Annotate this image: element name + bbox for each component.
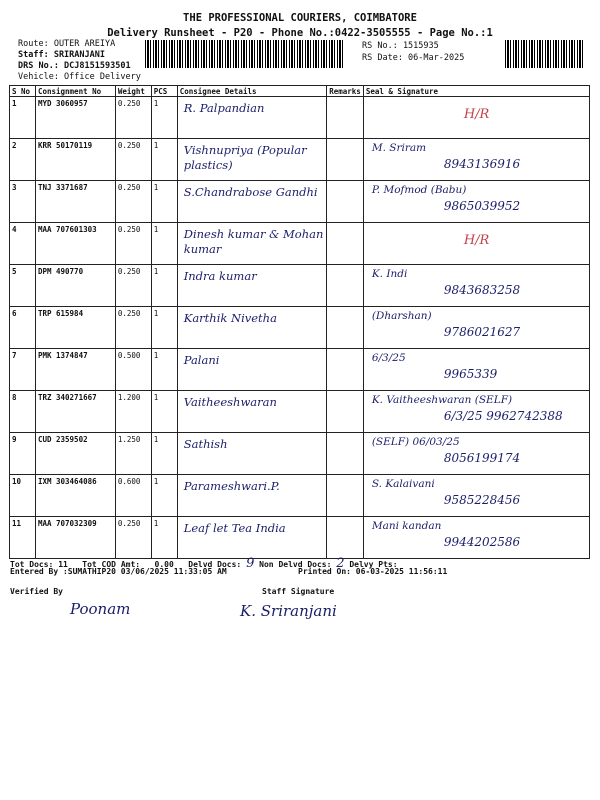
row-remarks xyxy=(327,475,364,517)
verified-signature: Poonam xyxy=(70,600,131,618)
barcode-right xyxy=(505,40,585,68)
signature-phone: 9585228456 xyxy=(443,493,521,507)
staff-signature: K. Sriranjani xyxy=(240,602,337,620)
row-sno: 10 xyxy=(10,475,36,517)
col-consignment: Consignment No xyxy=(35,86,115,97)
row-seal-signature xyxy=(363,433,589,475)
consignee-handwriting: Palani xyxy=(183,353,220,367)
table-row xyxy=(10,391,590,433)
row-pcs: 1 xyxy=(151,223,177,265)
row-sno: 8 xyxy=(10,391,36,433)
row-consignment-no: KRR 50170119 xyxy=(35,139,115,181)
row-sno: 11 xyxy=(10,517,36,559)
row-consignment-no: DPM 490770 xyxy=(35,265,115,307)
rs-no: RS No.: 1515935 xyxy=(362,41,439,51)
tot-cod-label: Tot COD Amt: xyxy=(82,560,141,569)
row-sno: 6 xyxy=(10,307,36,349)
row-remarks xyxy=(327,349,364,391)
row-remarks xyxy=(327,433,364,475)
consignee-handwriting: Vishnupriya (Popular plastics) xyxy=(183,143,307,172)
col-consignee: Consignee Details xyxy=(177,86,326,97)
row-consignee xyxy=(177,223,326,265)
row-remarks xyxy=(327,265,364,307)
row-weight: 0.250 xyxy=(115,181,151,223)
signature-name: S. Kalaivani xyxy=(371,478,435,490)
row-consignment-no: MYD 3060957 xyxy=(35,97,115,139)
signature-name: (SELF) 06/03/25 xyxy=(371,436,460,448)
table-row xyxy=(10,307,590,349)
row-weight: 0.250 xyxy=(115,307,151,349)
rs-date: RS Date: 06-Mar-2025 xyxy=(362,53,465,63)
row-pcs: 1 xyxy=(151,181,177,223)
consignee-handwriting: S.Chandrabose Gandhi xyxy=(183,185,318,199)
row-pcs: 1 xyxy=(151,433,177,475)
signature-name: K. Indi xyxy=(371,268,408,280)
row-pcs: 1 xyxy=(151,391,177,433)
tot-docs: 11 xyxy=(58,560,68,569)
signature-phone: 9843683258 xyxy=(443,283,521,297)
non-delvd-label: Non Delvd Docs: xyxy=(259,560,332,569)
row-weight: 1.250 xyxy=(115,433,151,475)
staff: Staff: SRIRANJANI xyxy=(18,50,105,60)
row-weight: 0.250 xyxy=(115,265,151,307)
consignee-handwriting: Parameshwari.P. xyxy=(183,479,280,493)
signature-phone: 9944202586 xyxy=(443,535,521,549)
signature-name: Mani kandan xyxy=(371,520,442,532)
row-pcs: 1 xyxy=(151,475,177,517)
runsheet-table xyxy=(9,85,590,559)
row-remarks xyxy=(327,517,364,559)
row-sno: 4 xyxy=(10,223,36,265)
col-weight: Weight xyxy=(115,86,151,97)
row-seal-signature xyxy=(363,307,589,349)
row-weight: 0.250 xyxy=(115,517,151,559)
table-row xyxy=(10,97,590,139)
row-remarks xyxy=(327,97,364,139)
row-seal-signature xyxy=(363,97,589,139)
row-consignment-no: TRP 615984 xyxy=(35,307,115,349)
route: Route: OUTER AREIYA xyxy=(18,39,116,49)
row-consignee xyxy=(177,349,326,391)
col-sno: S No xyxy=(10,86,36,97)
row-remarks xyxy=(327,181,364,223)
row-seal-signature xyxy=(363,391,589,433)
printed-on: Printed On: 06-03-2025 11:56:11 xyxy=(298,567,448,576)
signature-phone: 9786021627 xyxy=(443,325,521,339)
signature-name: K. Vaitheeshwaran (SELF) xyxy=(371,394,513,406)
vehicle: Vehicle: Office Delivery xyxy=(18,72,141,82)
row-pcs: 1 xyxy=(151,139,177,181)
signature-phone: 9965339 xyxy=(443,367,498,381)
table-row xyxy=(10,223,590,265)
non-delvd-count: 2 xyxy=(336,556,345,571)
consignee-handwriting: Sathish xyxy=(183,437,228,451)
row-seal-signature xyxy=(363,181,589,223)
row-consignee xyxy=(177,517,326,559)
row-remarks xyxy=(327,307,364,349)
consignee-handwriting: Leaf let Tea India xyxy=(183,521,286,535)
table-row xyxy=(10,517,590,559)
barcode-left xyxy=(145,40,345,68)
row-sno: 5 xyxy=(10,265,36,307)
tot-cod: 0.00 xyxy=(154,560,174,569)
row-consignment-no: TNJ 3371687 xyxy=(35,181,115,223)
row-consignee xyxy=(177,97,326,139)
row-pcs: 1 xyxy=(151,307,177,349)
delvd-label: Delvd Docs: xyxy=(188,560,242,569)
runsheet-subtitle: Delivery Runsheet - P20 - Phone No.:0422-3505555 - Page No.:1 xyxy=(107,27,493,39)
row-consignment-no: MAA 707601303 xyxy=(35,223,115,265)
staff-signature-label: Staff Signature xyxy=(262,587,335,596)
table-row xyxy=(10,139,590,181)
row-consignment-no: TRZ 340271667 xyxy=(35,391,115,433)
consignee-handwriting: R. Palpandian xyxy=(183,101,265,115)
row-remarks xyxy=(327,139,364,181)
consignee-handwriting: Karthik Nivetha xyxy=(183,311,277,325)
row-pcs: 1 xyxy=(151,517,177,559)
table-row xyxy=(10,475,590,517)
row-weight: 0.250 xyxy=(115,223,151,265)
consignee-handwriting: Indra kumar xyxy=(183,269,257,283)
delvd-count: 9 xyxy=(246,556,255,571)
table-header-row xyxy=(10,86,590,97)
row-consignee xyxy=(177,265,326,307)
row-consignee xyxy=(177,181,326,223)
table-row xyxy=(10,433,590,475)
row-consignee xyxy=(177,433,326,475)
signature-name: M. Sriram xyxy=(371,142,427,154)
row-sno: 7 xyxy=(10,349,36,391)
row-seal-signature xyxy=(363,139,589,181)
signature-phone: 8056199174 xyxy=(443,451,521,465)
row-weight: 0.500 xyxy=(115,349,151,391)
row-sno: 9 xyxy=(10,433,36,475)
seal-mark: H/R xyxy=(463,233,490,248)
signature-phone: 8943136916 xyxy=(443,157,521,171)
row-consignee xyxy=(177,475,326,517)
signature-name: P. Mofmod (Babu) xyxy=(371,184,467,196)
row-pcs: 1 xyxy=(151,97,177,139)
row-seal-signature xyxy=(363,517,589,559)
drs-no: DRS No.: DCJ8151593501 xyxy=(18,61,131,71)
row-remarks xyxy=(327,223,364,265)
row-remarks xyxy=(327,391,364,433)
row-sno: 1 xyxy=(10,97,36,139)
row-consignee xyxy=(177,307,326,349)
signature-name: 6/3/25 xyxy=(371,352,406,364)
row-seal-signature xyxy=(363,223,589,265)
tot-docs-label: Tot Docs: xyxy=(10,560,54,569)
company-title: THE PROFESSIONAL COURIERS, COIMBATORE xyxy=(183,12,417,24)
consignee-handwriting: Dinesh kumar & Mohan kumar xyxy=(183,227,324,256)
row-sno: 2 xyxy=(10,139,36,181)
row-consignment-no: MAA 707032309 xyxy=(35,517,115,559)
row-weight: 1.200 xyxy=(115,391,151,433)
row-pcs: 1 xyxy=(151,265,177,307)
delvy-pts-label: Delvy Pts: xyxy=(349,560,398,569)
row-consignment-no: IXM 303464086 xyxy=(35,475,115,517)
row-sno: 3 xyxy=(10,181,36,223)
row-consignee xyxy=(177,391,326,433)
row-weight: 0.250 xyxy=(115,139,151,181)
signature-name: (Dharshan) xyxy=(371,310,432,322)
consignee-handwriting: Vaitheeshwaran xyxy=(183,395,277,409)
signature-phone: 6/3/25 9962742388 xyxy=(443,409,563,423)
table-row xyxy=(10,265,590,307)
entered-by: Entered By :SUMATHIP20 03/06/2025 11:33:05 AM xyxy=(10,567,227,576)
row-seal-signature xyxy=(363,475,589,517)
row-weight: 0.600 xyxy=(115,475,151,517)
row-weight: 0.250 xyxy=(115,97,151,139)
table-row xyxy=(10,181,590,223)
col-remarks: Remarks xyxy=(327,86,364,97)
table-row xyxy=(10,349,590,391)
col-seal: Seal & Signature xyxy=(363,86,589,97)
col-pcs: PCS xyxy=(151,86,177,97)
row-consignment-no: CUD 2359502 xyxy=(35,433,115,475)
row-pcs: 1 xyxy=(151,349,177,391)
row-seal-signature xyxy=(363,265,589,307)
signature-phone: 9865039952 xyxy=(443,199,521,213)
row-consignee xyxy=(177,139,326,181)
row-consignment-no: PMK 1374847 xyxy=(35,349,115,391)
row-seal-signature xyxy=(363,349,589,391)
seal-mark: H/R xyxy=(463,107,490,122)
verified-by-label: Verified By xyxy=(10,587,63,596)
